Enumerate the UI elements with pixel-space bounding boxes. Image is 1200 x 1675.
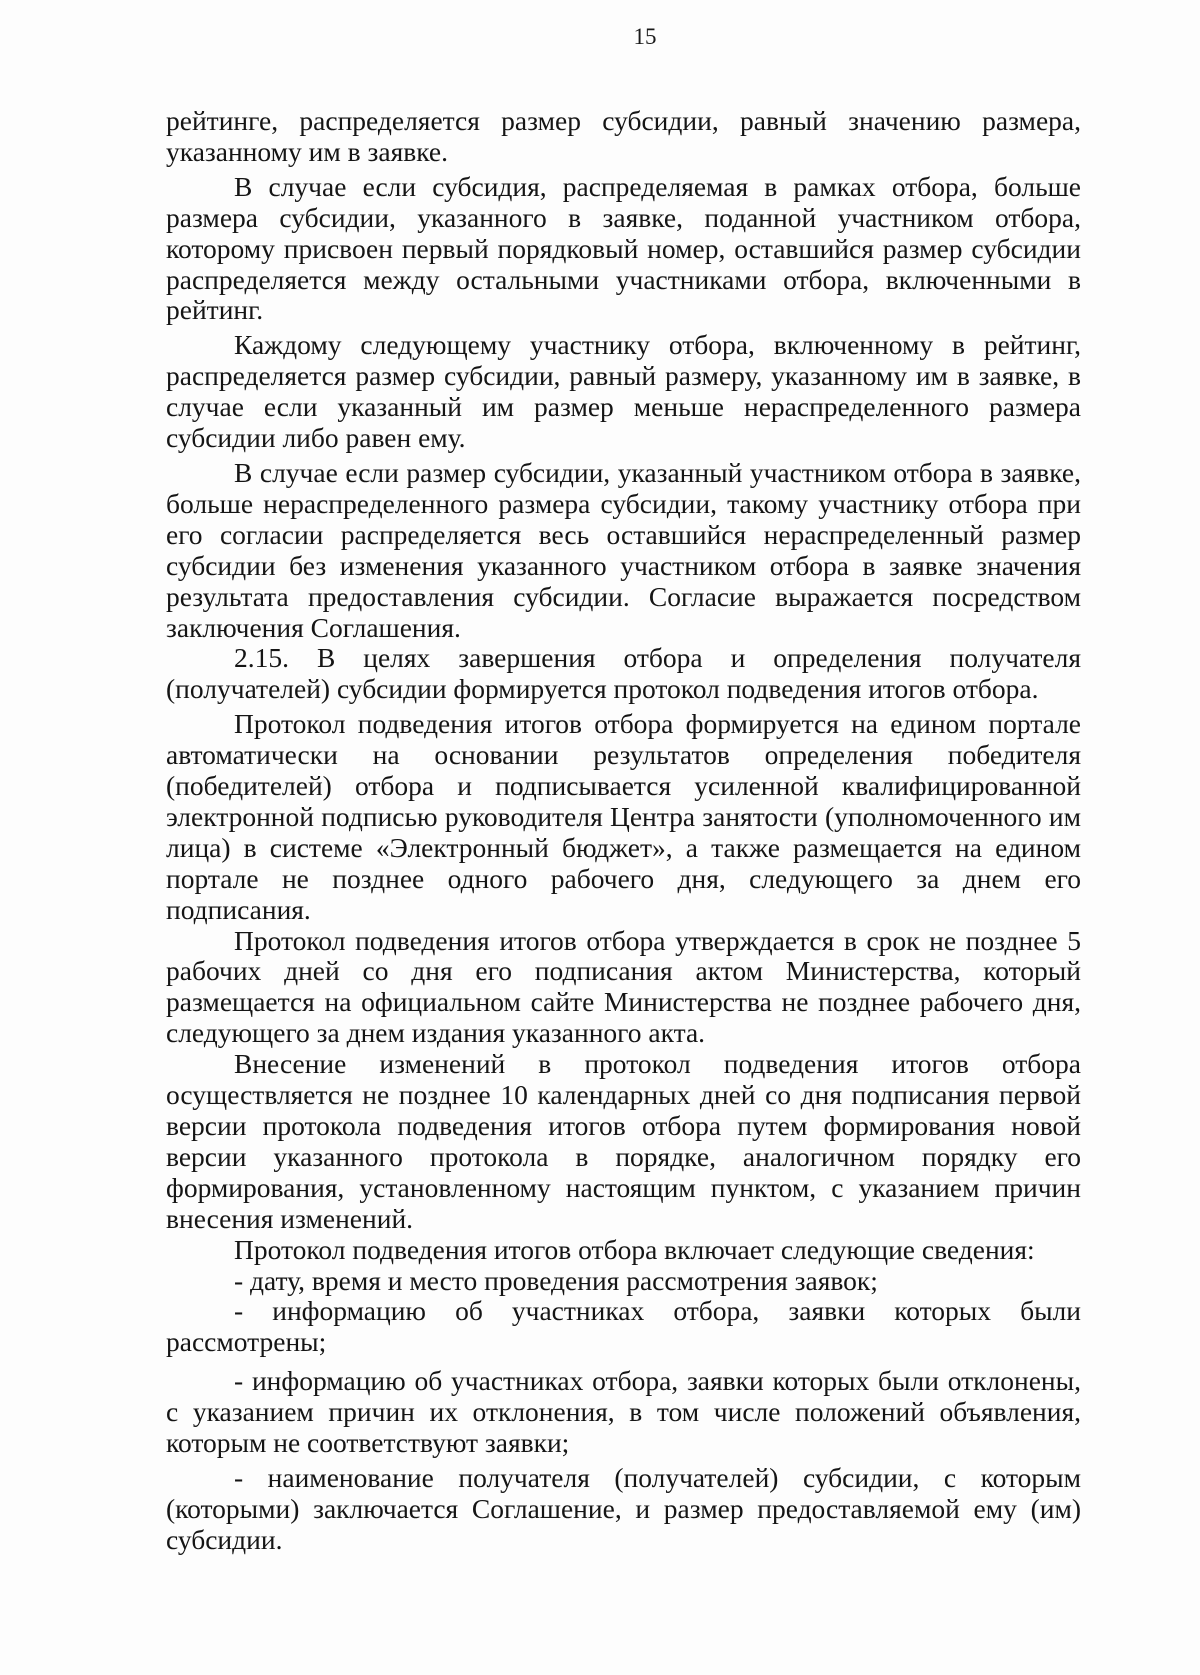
list-item: - наименование получателя (получателей) субсидии, с которым (которыми) заключается Соглашение, и размер предоставляемой ему (им) субсидии. <box>166 1461 1081 1555</box>
list-item: - дату, время и место проведения рассмотрения заявок; <box>234 1264 878 1296</box>
paragraph: Протокол подведения итогов отбора утверждается в срок не позднее 5 рабочих дней со дня его подписания актом Министерства, который размещается на официальном сайте Министерства не позднее рабочего дня, следующего за днем издания указанного акта. <box>166 924 1081 1049</box>
paragraph: Каждому следующему участнику отбора, включенному в рейтинг, распределяется размер субсидии, равный размеру, указанному им в заявке, в случае если указанный им размер меньше нераспределенного размера субсидии либо равен ему. <box>166 329 1081 454</box>
paragraph: Протокол подведения итогов отбора включает следующие сведения: <box>234 1233 1035 1265</box>
paragraph: В случае если субсидия, распределяемая в рамках отбора, больше размера субсидии, указанного в заявке, поданной участником отбора, которому присвоен первый порядковый номер, оставшийся размер субсидии распределяется между остальными участниками отбора, включенными в рейтинг. <box>166 170 1081 326</box>
paragraph: 2.15. В целях завершения отбора и определения получателя (получателей) субсидии формируется протокол подведения итогов отбора. <box>166 642 1081 705</box>
paragraph: Внесение изменений в протокол подведения итогов отбора осуществляется не позднее 10 календарных дней со дня подписания первой версии протокола подведения итогов отбора путем формирования новой версии указанного протокола в порядке, аналогичном порядку его формирования, установленному настоящим пунктом, с указанием причин внесения изменений. <box>166 1048 1081 1234</box>
list-item: - информацию об участниках отбора, заявки которых были рассмотрены; <box>166 1295 1081 1358</box>
document-body <box>166 106 1081 1556</box>
paragraph: рейтинге, распределяется размер субсидии, равный значению размера, указанному им в заявке. <box>166 105 1081 167</box>
page-number: 15 <box>633 24 657 49</box>
list-item: - информацию об участниках отбора, заявки которых были отклонены, с указанием причин их отклонения, в том числе положений объявления, которым не соответствуют заявки; <box>166 1365 1081 1459</box>
paragraph: Протокол подведения итогов отбора формируется на едином портале автоматически на основании результатов определения победителя (победителей) отбора и подписывается усиленной квалифицированной электронной подписью руководителя Центра занятости (уполномоченного им лица) в системе «Электронный бюджет», а также размещается на едином портале не позднее одного рабочего дня, следующего за днем его подписания. <box>166 708 1081 925</box>
paragraph: В случае если размер субсидии, указанный участником отбора в заявке, больше нераспределенного размера субсидии, такому участнику отбора при его согласии распределяется весь оставшийся нераспределенный размер субсидии без изменения указанного участником отбора в заявке значения результата предоставления субсидии. Согласие выражается посредством заключения Соглашения. <box>166 456 1081 643</box>
